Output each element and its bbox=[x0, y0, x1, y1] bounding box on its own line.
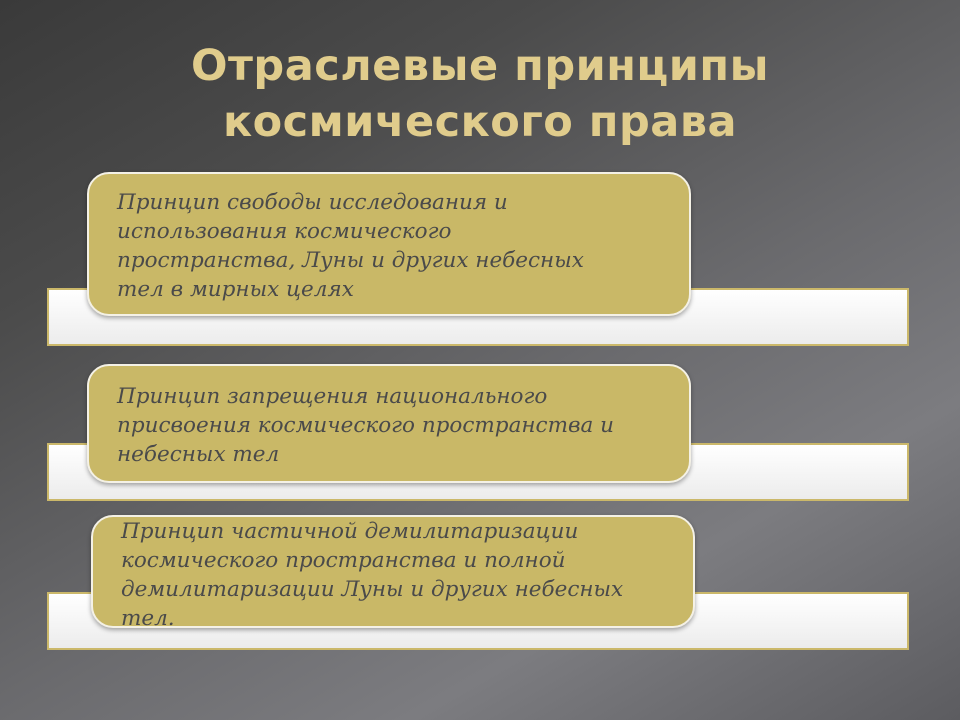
principle-1-line-4: тел в мирных целях bbox=[117, 277, 354, 302]
principle-3-line-4: тел. bbox=[121, 606, 175, 628]
principle-3-line-1: Принцип частичной демилитаризации bbox=[121, 519, 579, 544]
principle-1-line-3: пространства, Луны и других небесных bbox=[117, 248, 584, 273]
principle-1-line-2: использования космического bbox=[117, 219, 452, 244]
title-line-2: космического права bbox=[222, 97, 738, 147]
principle-3-box bbox=[91, 515, 695, 628]
principle-3-line-2: космического пространства и полной bbox=[121, 548, 566, 573]
principle-3-line-3: демилитаризации Луны и других небесных bbox=[121, 577, 624, 602]
principle-1-line-1: Принцип свободы исследования и bbox=[117, 190, 508, 215]
slide-title bbox=[100, 38, 860, 150]
principle-2-line-3: небесных тел bbox=[117, 442, 280, 467]
principle-2-line-2: присвоения космического пространства и bbox=[117, 413, 614, 438]
title-line-1: Отраслевые принципы bbox=[190, 41, 770, 91]
principle-1-box bbox=[87, 172, 691, 316]
principle-2-line-1: Принцип запрещения национального bbox=[117, 384, 548, 409]
principle-2-box bbox=[87, 364, 691, 483]
